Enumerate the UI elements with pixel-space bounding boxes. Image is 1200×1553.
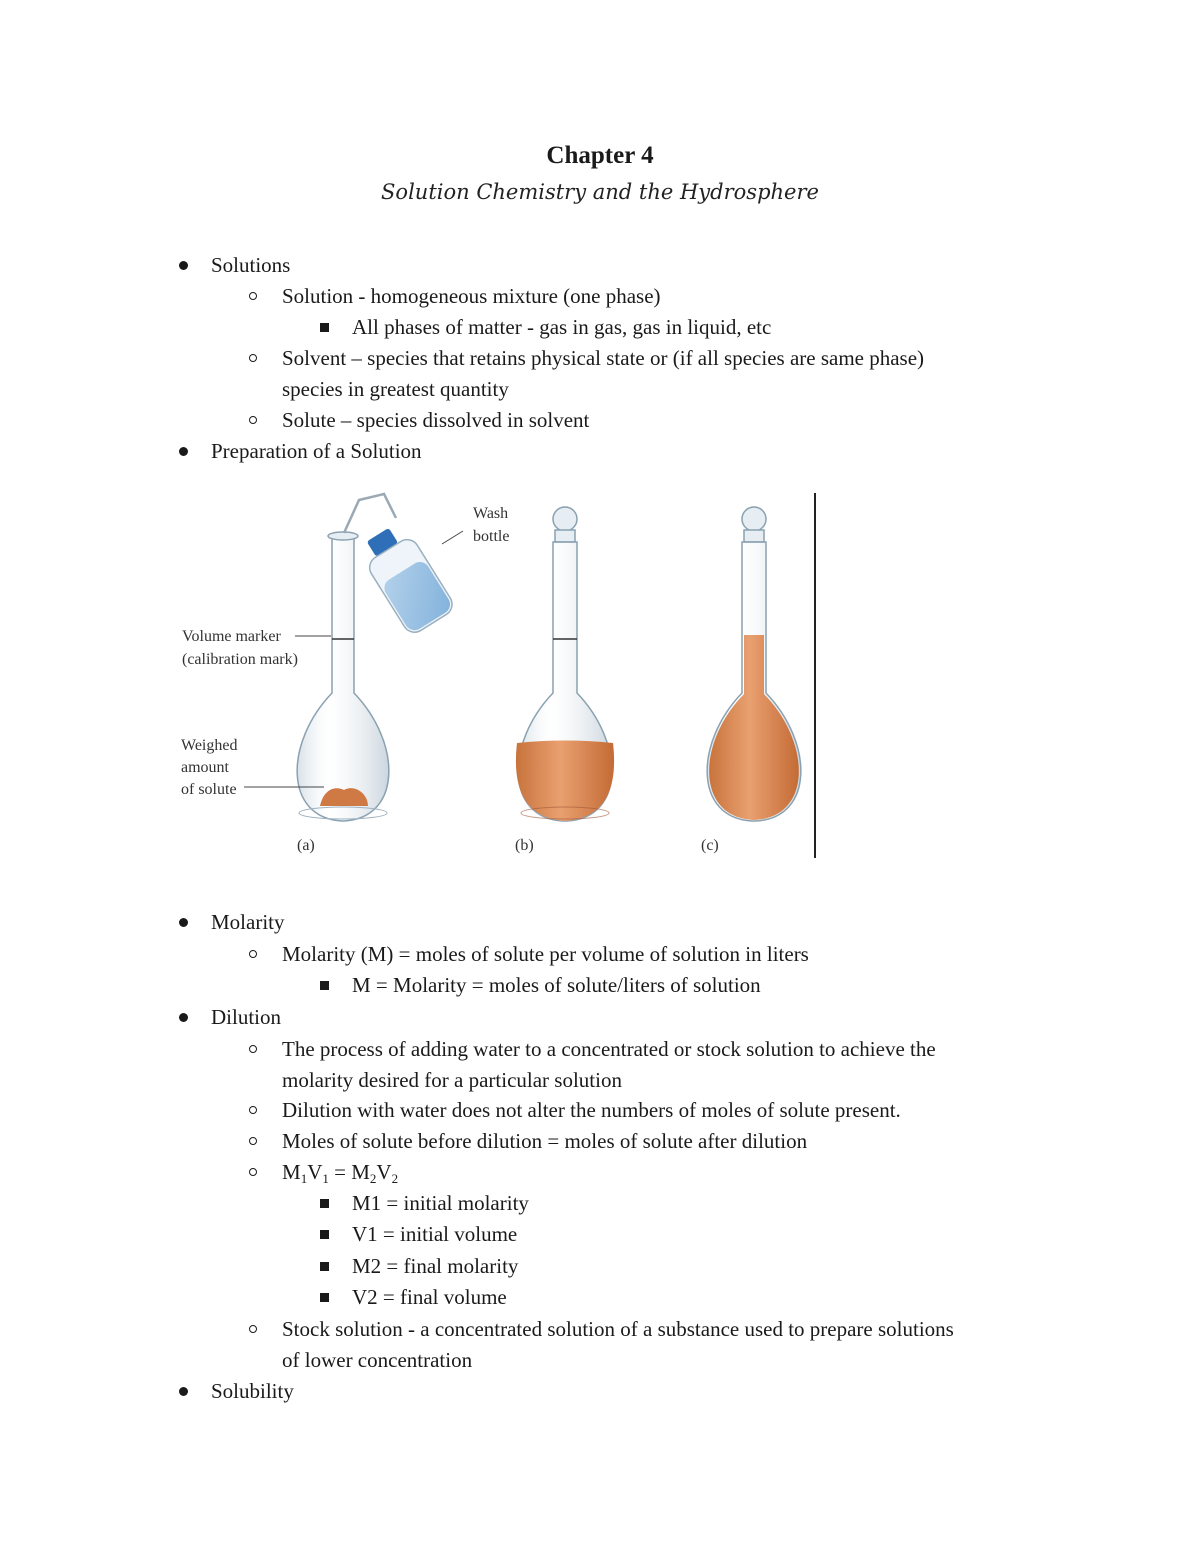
- v2-definition: V2 = final volume: [352, 1285, 507, 1309]
- wash-bottle-label-line2: bottle: [473, 528, 510, 545]
- section-preparation-heading: Preparation of a Solution: [211, 439, 422, 463]
- bullet-circle: [249, 292, 257, 300]
- dilution-no-alter: Dilution with water does not alter the numbers of moles of solute present.: [282, 1098, 901, 1122]
- m2-definition: M2 = final molarity: [352, 1254, 519, 1278]
- v1-definition: V1 = initial volume: [352, 1222, 518, 1246]
- bullet-circle: [249, 1168, 257, 1176]
- bullet-circle: [249, 416, 257, 424]
- bullet-square: [320, 981, 329, 990]
- bullet-circle: [249, 950, 257, 958]
- weighed-label-line1: Weighed: [181, 737, 238, 754]
- caption-a: (a): [297, 837, 315, 854]
- bullet-circle: [249, 1137, 257, 1145]
- wash-bottle: [344, 494, 457, 637]
- solution-definition: Solution - homogeneous mixture (one phase): [282, 284, 661, 308]
- bullet-disc: [179, 918, 188, 927]
- moles-equal: Moles of solute before dilution = moles of solute after dilution: [282, 1129, 808, 1153]
- solute-definition: Solute – species dissolved in solvent: [282, 408, 590, 432]
- stock-solution-line1: Stock solution - a concentrated solution of a substance used to prepare solutions: [282, 1317, 954, 1341]
- caption-b: (b): [515, 837, 534, 854]
- phases-of-matter: All phases of matter - gas in gas, gas in liquid, etc: [352, 315, 772, 339]
- weighed-label-line3: of solute: [181, 781, 237, 798]
- bullet-disc: [179, 261, 188, 270]
- bullet-square: [320, 323, 329, 332]
- m1-definition: M1 = initial molarity: [352, 1191, 529, 1215]
- page-subtitle: Solution Chemistry and the Hydrosphere: [381, 180, 819, 204]
- dilution-process-line2: molarity desired for a particular solution: [282, 1068, 622, 1092]
- volume-marker-label-line1: Volume marker: [182, 628, 281, 645]
- bullet-square: [320, 1262, 329, 1271]
- molarity-formula: M = Molarity = moles of solute/liters of solution: [352, 973, 761, 997]
- molarity-definition: Molarity (M) = moles of solute per volume of solution in liters: [282, 942, 809, 966]
- section-solubility-heading: Solubility: [211, 1379, 294, 1403]
- bullet-circle: [249, 1106, 257, 1114]
- page-title: Chapter 4: [546, 142, 654, 169]
- flask-b: [516, 507, 614, 821]
- section-molarity-heading: Molarity: [211, 910, 285, 934]
- flask-figure: [174, 488, 824, 863]
- dilution-equation: $M_1V_1 = M_2V_2$: [282, 1160, 399, 1186]
- stock-solution-line2: of lower concentration: [282, 1348, 473, 1372]
- solvent-definition-line1: Solvent – species that retains physical state or (if all species are same phase): [282, 346, 925, 370]
- solvent-definition-line2: species in greatest quantity: [282, 377, 509, 401]
- bullet-circle: [249, 1045, 257, 1053]
- caption-c: (c): [701, 837, 719, 854]
- flask-illustration: [174, 488, 824, 863]
- bullet-circle: [249, 354, 257, 362]
- bullet-disc: [179, 1013, 188, 1022]
- volume-marker-label-line2: (calibration mark): [182, 651, 298, 668]
- bullet-circle: [249, 1325, 257, 1333]
- dilution-process-line1: The process of adding water to a concentrated or stock solution to achieve the: [282, 1037, 936, 1061]
- bullet-disc: [179, 447, 188, 456]
- bullet-square: [320, 1293, 329, 1302]
- bullet-square: [320, 1230, 329, 1239]
- section-dilution-heading: Dilution: [211, 1005, 282, 1029]
- wash-bottle-label-line1: Wash: [473, 505, 509, 522]
- weighed-label-line2: amount: [181, 759, 229, 776]
- bullet-square: [320, 1199, 329, 1208]
- flask-c: [707, 507, 801, 821]
- section-solutions-heading: Solutions: [211, 253, 291, 277]
- bullet-disc: [179, 1387, 188, 1396]
